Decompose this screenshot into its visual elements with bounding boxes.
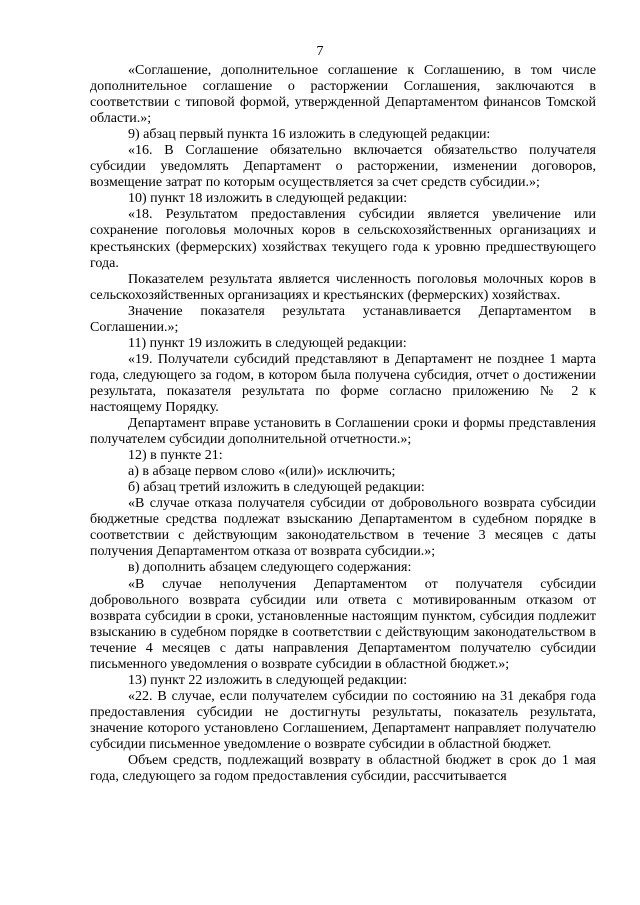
paragraph: «18. Результатом предоставления субсидии является увеличение или сохранение поголовья молочных коров в сельскохозяйственных организациях и крестьянских (фермерских) хозяйствах текущего года к уровню предшествующего года. [90, 207, 596, 271]
document-body [90, 63, 596, 785]
paragraph: в) дополнить абзацем следующего содержания: [128, 560, 412, 576]
paragraph: 9) абзац первый пункта 16 изложить в следующей редакции: [128, 127, 491, 143]
paragraph: Показателем результата является численность поголовья молочных коров в сельскохозяйственных организациях и крестьянских (фермерских) хозяйствах. [90, 271, 596, 303]
paragraph: Значение показателя результата устанавливается Департаментом в Соглашении.»; [90, 303, 596, 335]
paragraph: 10) пункт 18 изложить в следующей редакции: [128, 191, 408, 207]
paragraph: «22. В случае, если получателем субсидии по состоянию на 31 декабря года предоставления субсидии не достигнуты результаты, показатель результата, значение которого установлено Соглашением, Департамент направляет получателю субсидии письменное уведомление о возврате субсидии в областной бюджет. [90, 688, 596, 752]
page-number: 7 [316, 44, 324, 59]
paragraph: «16. В Соглашение обязательно включается обязательство получателя субсидии уведомлять Департамент о расторжении, изменении договоров, возмещение затрат по которым осуществляется за счет средств субсидии.»; [90, 143, 596, 191]
paragraph: «В случае отказа получателя субсидии от добровольного возврата субсидии бюджетные средства подлежат взысканию Департаментом в судебном порядке в соответствии с действующим законодательством в течение 3 месяцев с даты получения Департаментом отказа от возврата субсидии.»; [90, 496, 596, 560]
paragraph: 13) пункт 22 изложить в следующей редакции: [128, 672, 408, 688]
paragraph: а) в абзаце первом слово «(или)» исключить; [128, 464, 396, 480]
paragraph: Объем средств, подлежащий возврату в областной бюджет в срок до 1 мая года, следующего за годом предоставления субсидии, рассчитывается [90, 753, 596, 785]
paragraph: «19. Получатели субсидий представляют в Департамент не позднее 1 марта года, следующего за годом, в котором была получена субсидия, отчет о достижении результата, показателя результата по форме согласно приложению № 2 к настоящему Порядку. [90, 351, 596, 415]
paragraph: «В случае неполучения Департаментом от получателя субсидии добровольного возврата субсидии или ответа с мотивированным отказом от возврата субсидии в сроки, установленные настоящим пунктом, субсидия подлежит взысканию в судебном порядке в соответствии с действующим законодательством в течение 4 месяцев с даты направления Департаментом получателю субсидии письменного уведомления о возврате субсидии в областной бюджет.»; [90, 576, 596, 672]
paragraph: 12) в пункте 21: [128, 448, 223, 464]
paragraph: Департамент вправе установить в Соглашении сроки и формы представления получателем субсидии дополнительной отчетности.»; [90, 416, 596, 448]
paragraph: б) абзац третий изложить в следующей редакции: [128, 480, 425, 496]
paragraph: «Соглашение, дополнительное соглашение к Соглашению, в том числе дополнительное соглашение о расторжении Соглашения, заключаются в соответствии с типовой формой, утвержденной Департаментом финансов Томской области.»; [90, 63, 596, 127]
paragraph: 11) пункт 19 изложить в следующей редакции: [128, 335, 407, 351]
